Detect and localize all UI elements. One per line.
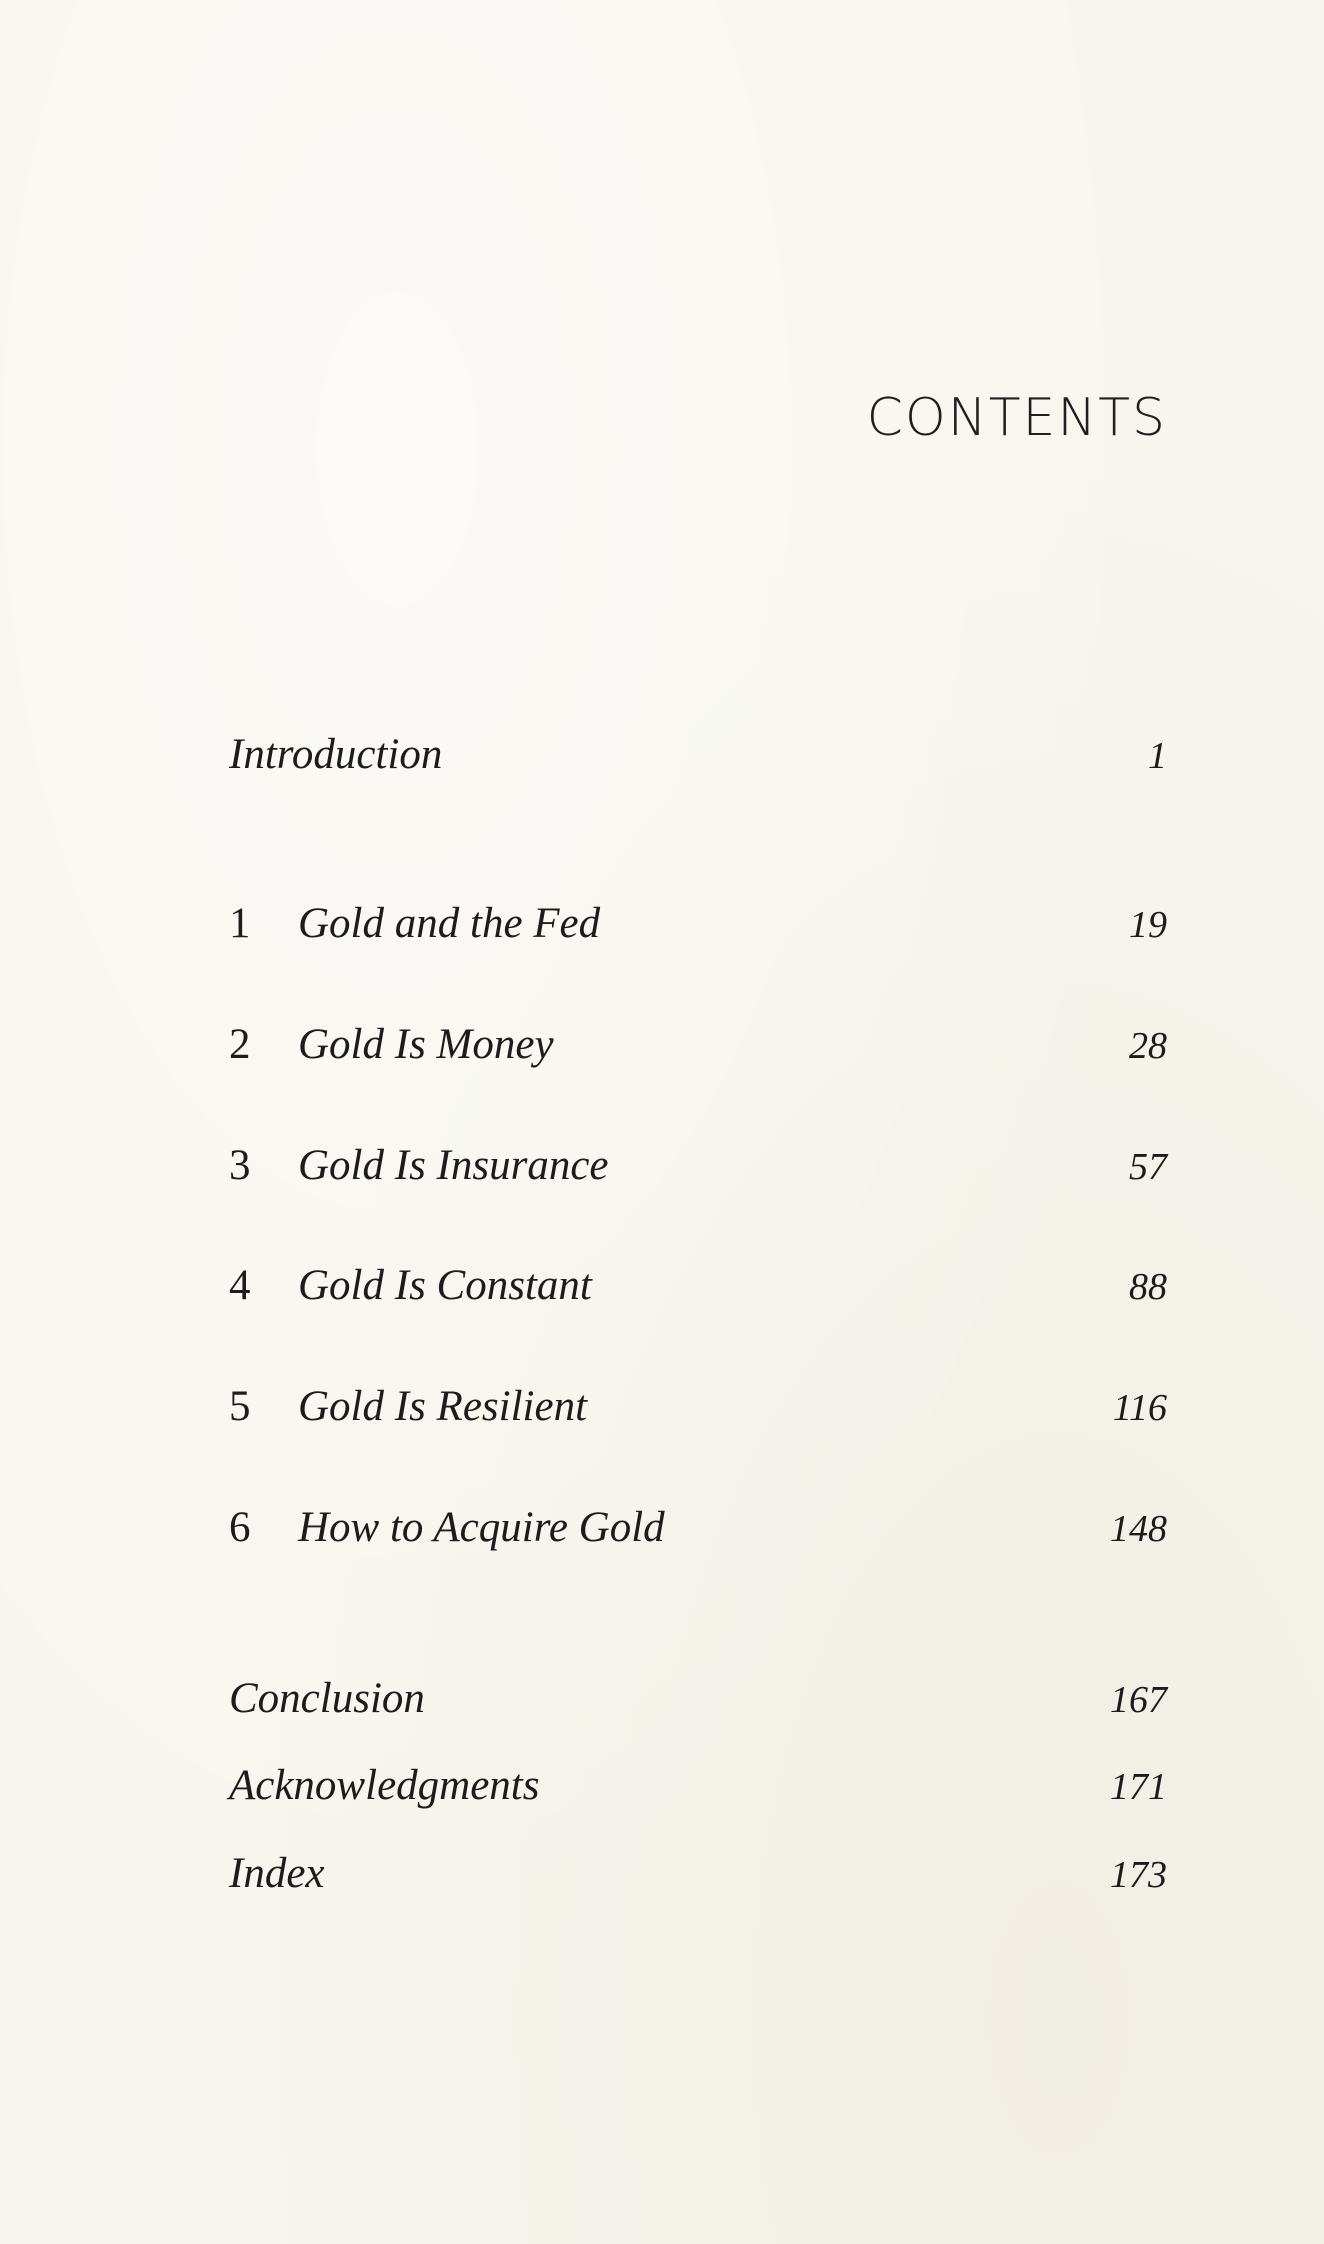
chapter-number: 2 — [229, 1021, 251, 1068]
toc-chapter-3 — [229, 1136, 1167, 1196]
chapter-title: How to Acquire Gold — [298, 1504, 665, 1551]
toc-entry-page: 167 — [1110, 1679, 1167, 1721]
chapter-page: 19 — [1129, 904, 1167, 946]
toc-entry-label: Introduction — [229, 731, 443, 778]
chapter-number: 4 — [229, 1262, 251, 1309]
chapter-title: Gold Is Resilient — [298, 1383, 588, 1430]
chapter-number: 3 — [229, 1142, 251, 1189]
toc-entry-page: 1 — [1148, 735, 1167, 777]
chapter-number: 6 — [229, 1504, 251, 1551]
chapter-page: 28 — [1129, 1025, 1167, 1067]
chapter-page: 116 — [1112, 1387, 1167, 1429]
toc-chapter-4 — [229, 1256, 1167, 1316]
chapter-title: Gold Is Insurance — [298, 1142, 609, 1189]
toc-entry-page: 173 — [1110, 1854, 1167, 1896]
chapter-title: Gold Is Constant — [298, 1262, 592, 1309]
chapter-page: 57 — [1129, 1146, 1167, 1188]
toc-entry-label: Acknowledgments — [229, 1762, 540, 1809]
chapter-page: 88 — [1129, 1266, 1167, 1308]
toc-entry-label: Conclusion — [229, 1675, 425, 1722]
toc-entry-page: 171 — [1110, 1766, 1167, 1808]
toc-entry-index — [229, 1844, 1167, 1904]
chapter-number: 5 — [229, 1383, 251, 1430]
chapter-number: 1 — [229, 900, 251, 947]
toc-chapter-1 — [229, 894, 1167, 954]
contents-heading: CONTENTS — [866, 388, 1167, 448]
chapter-title: Gold and the Fed — [298, 900, 601, 947]
chapter-page: 148 — [1110, 1508, 1167, 1550]
toc-entry-acknowledgments — [229, 1756, 1167, 1816]
chapter-title: Gold Is Money — [298, 1021, 554, 1068]
toc-entry-introduction — [229, 725, 1167, 785]
toc-chapter-2 — [229, 1015, 1167, 1075]
toc-chapter-6 — [229, 1498, 1167, 1558]
toc-chapter-5 — [229, 1377, 1167, 1437]
toc-entry-conclusion — [229, 1669, 1167, 1729]
toc-entry-label: Index — [229, 1850, 325, 1897]
